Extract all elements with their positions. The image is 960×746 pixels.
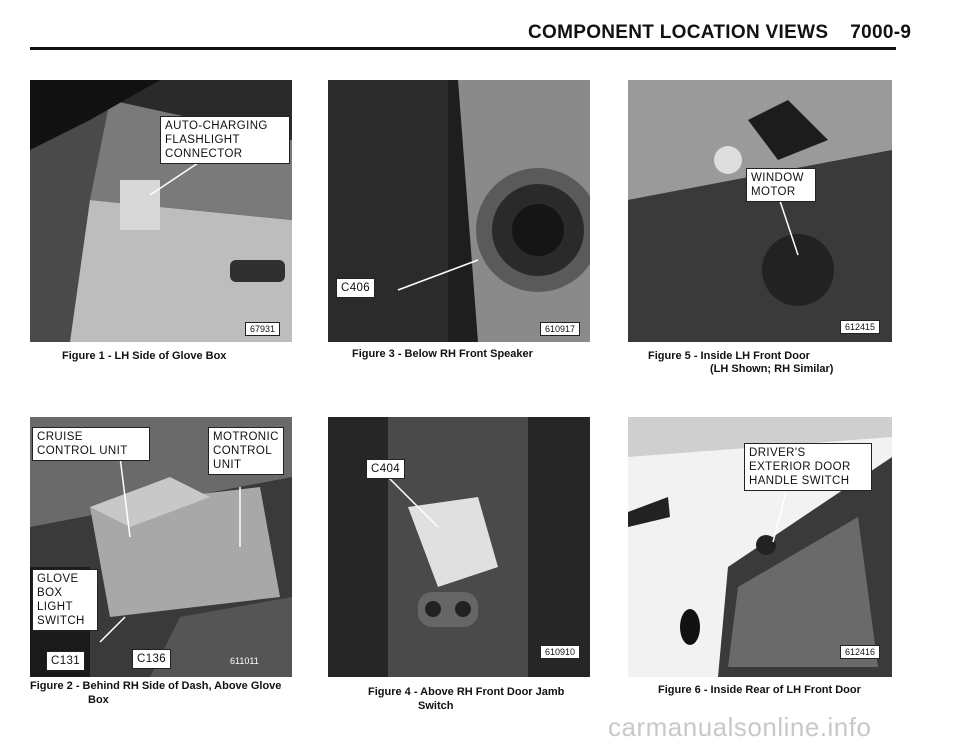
figure-1-caption: Figure 1 - LH Side of Glove Box — [62, 350, 227, 362]
photo-number: 611011 — [230, 656, 259, 666]
page-header — [528, 22, 911, 44]
figure-3-photo — [328, 80, 590, 342]
page-number: 7000-9 — [850, 22, 912, 43]
photo-number: 67931 — [245, 322, 280, 336]
figure-4-caption-line1: Figure 4 - Above RH Front Door Jamb — [368, 686, 565, 698]
figure-5-caption-line2: (LH Shown; RH Similar) — [710, 363, 834, 375]
c131-label: C131 — [46, 651, 85, 671]
figure-5-photo — [628, 80, 892, 342]
figure-2-caption-line2: Box — [88, 694, 109, 706]
c404-label: C404 — [366, 459, 405, 479]
photo-number: 610910 — [540, 645, 580, 659]
figure-6-photo — [628, 417, 892, 677]
figure-2-caption-line1: Figure 2 - Behind RH Side of Dash, Above Glove — [30, 680, 282, 692]
photo-number: 610917 — [540, 322, 580, 336]
drivers-exterior-door-handle-switch-label: DRIVER'S EXTERIOR DOOR HANDLE SWITCH — [744, 443, 872, 491]
photo-number: 612415 — [840, 320, 880, 334]
figure-5-caption-line1: Figure 5 - Inside LH Front Door — [648, 350, 810, 362]
figure-4-caption-line2: Switch — [418, 700, 454, 712]
c136-label: C136 — [132, 649, 171, 669]
watermark: carmanualsonline.info — [608, 712, 872, 742]
glove-box-light-switch-label: GLOVE BOX LIGHT SWITCH — [32, 569, 98, 631]
figure-2-photo — [30, 417, 292, 677]
window-motor-label: WINDOW MOTOR — [746, 168, 816, 202]
motronic-control-unit-label: MOTRONIC CONTROL UNIT — [208, 427, 284, 475]
c406-label: C406 — [336, 278, 375, 298]
auto-charging-flashlight-connector-label: AUTO-CHARGING FLASHLIGHT CONNECTOR — [160, 116, 290, 164]
photo-number: 612416 — [840, 645, 880, 659]
header-rule — [30, 47, 896, 50]
figure-4-photo — [328, 417, 590, 677]
figure-3-caption: Figure 3 - Below RH Front Speaker — [352, 348, 533, 360]
section-title: COMPONENT LOCATION VIEWS — [528, 22, 829, 43]
figure-6-caption: Figure 6 - Inside Rear of LH Front Door — [658, 684, 861, 696]
figure-1-photo — [30, 80, 292, 342]
cruise-control-unit-label: CRUISE CONTROL UNIT — [32, 427, 150, 461]
